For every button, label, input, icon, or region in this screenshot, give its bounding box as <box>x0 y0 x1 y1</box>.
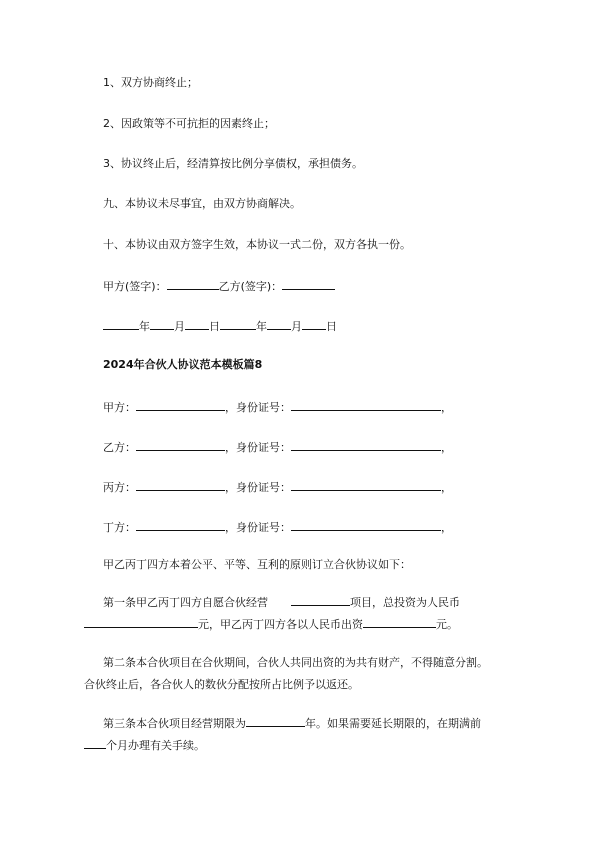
date-line <box>103 318 337 334</box>
article-two <box>84 652 488 696</box>
party-b-signature-label: 乙方(签字)： <box>218 280 283 293</box>
month-label-2: 月 <box>291 320 302 333</box>
row-end: ， <box>441 401 452 414</box>
article-one-part-3: 元，甲乙丙丁四方各以人民币出资 <box>198 618 363 631</box>
year-blank-2 <box>220 318 256 330</box>
intro-line: 甲乙丙丁四方本着公平、平等、互利的原则订立合伙协议如下： <box>103 558 411 571</box>
article-one-part-2: 项目，总投资为人民币 <box>350 596 460 609</box>
day-blank-2 <box>302 318 326 330</box>
party-a-signature-label: 甲方(签字)： <box>103 280 167 293</box>
month-blank <box>150 318 174 330</box>
id-number-blank <box>291 519 441 531</box>
clause-termination-2: 2、因政策等不可抗拒的因素终止； <box>103 117 275 130</box>
party-row <box>103 399 452 415</box>
party-name-blank <box>136 519 225 531</box>
id-number-label: ，身份证号： <box>225 441 291 454</box>
day-label: 日 <box>209 320 220 333</box>
party-row <box>103 479 452 495</box>
month-blank-2 <box>267 318 291 330</box>
id-number-blank <box>291 399 441 411</box>
party-name-blank <box>136 399 225 411</box>
term-years-blank <box>246 715 305 727</box>
months-blank <box>84 737 106 749</box>
row-end: ， <box>441 441 452 454</box>
id-number-label: ，身份证号： <box>225 401 291 414</box>
article-two-line-1: 第二条本合伙项目在合伙期间，合伙人共同出资的为共有财产，不得随意分割。 <box>103 656 488 669</box>
article-ten: 十、本协议由双方签字生效，本协议一式二份，双方各执一份。 <box>103 238 411 251</box>
contribution-blank <box>363 616 436 628</box>
id-number-label: ，身份证号： <box>225 481 291 494</box>
article-one <box>84 592 460 636</box>
article-one-line-2 <box>84 614 460 636</box>
article-three-part-2: 年。如果需要延长期限的，在期满前 <box>305 717 481 730</box>
month-label: 月 <box>174 320 185 333</box>
year-blank <box>103 318 139 330</box>
total-investment-blank <box>84 616 198 628</box>
id-number-blank <box>291 479 441 491</box>
article-three <box>84 713 481 757</box>
party-b-signature-blank <box>282 278 335 290</box>
day-label-2: 日 <box>326 320 337 333</box>
party-name: 甲方： <box>103 401 136 414</box>
row-end: ， <box>441 521 452 534</box>
id-number-blank <box>291 439 441 451</box>
party-name-blank <box>136 439 225 451</box>
party-name: 丁方： <box>103 521 136 534</box>
row-end: ， <box>441 481 452 494</box>
article-nine: 九、本协议未尽事宜，由双方协商解决。 <box>103 197 301 210</box>
article-one-part-1: 第一条甲乙丙丁四方自愿合伙经营 <box>103 596 268 609</box>
article-three-line-2 <box>84 735 460 757</box>
article-two-line-2: 合伙终止后，各合伙人的数伙分配按所占比例予以返还。 <box>84 678 359 691</box>
article-one-part-4: 元。 <box>436 618 458 631</box>
section-heading: 2024年合伙人协议范本模板篇8 <box>103 358 263 371</box>
party-name: 丙方： <box>103 481 136 494</box>
article-three-part-3: 个月办理有关手续。 <box>106 739 205 752</box>
year-label-2: 年 <box>256 320 267 333</box>
article-one-line-1 <box>84 592 460 614</box>
party-row <box>103 519 452 535</box>
clause-termination-1: 1、双方协商终止； <box>103 76 198 89</box>
year-label: 年 <box>139 320 150 333</box>
day-blank <box>185 318 209 330</box>
id-number-label: ，身份证号： <box>225 521 291 534</box>
article-three-part-1: 第三条本合伙项目经营期限为 <box>103 717 246 730</box>
party-row <box>103 439 452 455</box>
party-name: 乙方： <box>103 441 136 454</box>
clause-termination-3: 3、协议终止后，经清算按比例分享债权，承担债务。 <box>103 157 363 170</box>
signature-line <box>103 278 335 294</box>
party-name-blank <box>136 479 225 491</box>
article-three-line-1 <box>84 713 481 735</box>
project-blank <box>291 594 350 606</box>
party-a-signature-blank <box>167 278 219 290</box>
